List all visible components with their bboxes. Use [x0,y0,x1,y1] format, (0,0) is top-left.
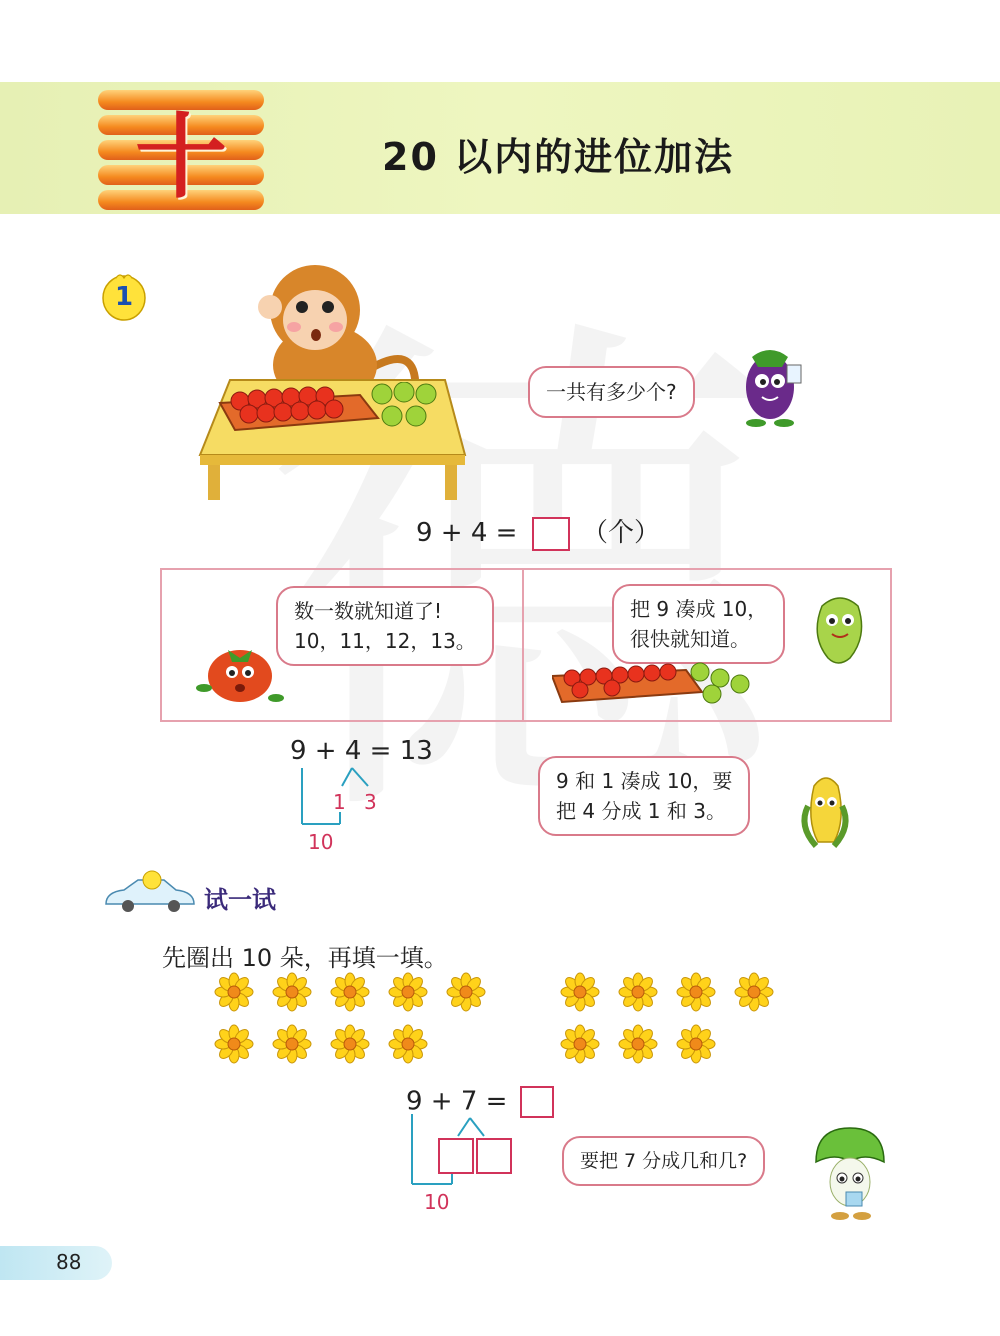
flower-icon[interactable] [446,972,486,1012]
try-ten-label: 10 [424,1190,450,1214]
try-instruction: 先圈出 10 朵，再填一填。 [162,944,448,972]
make-ten-bubble: 把 9 凑成 10， 很快就知道。 [612,584,785,664]
tray-with-apples [552,656,752,712]
flower-icon[interactable] [618,972,658,1012]
flower-icon[interactable] [214,1024,254,1064]
solution-hint-bubble: 9 和 1 凑成 10，要 把 4 分成 1 和 3。 [538,756,750,836]
example-number: 1 [114,282,134,312]
flower-icon[interactable] [734,972,774,1012]
try-heading: 试一试 [204,886,276,914]
flower-icon[interactable] [388,1024,428,1064]
green-apples [370,382,440,430]
flower-icon[interactable] [214,972,254,1012]
chapter-number-block [98,90,264,210]
methods-divider [522,568,524,720]
answer-box[interactable] [532,517,570,551]
question-bubble: 一共有多少个? [528,366,695,418]
solution-equation: 9 + 4 = 13 [290,736,433,766]
split-box-b[interactable] [476,1138,512,1174]
example-equation-left: 9 + 4 = [416,518,518,548]
chapter-title: 20 以内的进位加法 [382,135,735,179]
corn-character [790,766,860,856]
pepper-character [804,586,874,666]
try-hint-bubble: 要把 7 分成几和几? [562,1136,765,1186]
example-equation-unit: （个） [581,518,660,548]
count-method-bubble: 数一数就知道了! 10，11，12，13。 [276,586,494,666]
flower-icon[interactable] [272,1024,312,1064]
flower-icon[interactable] [330,1024,370,1064]
try-equation-left: 9 + 7 = [406,1086,508,1117]
flower-icon[interactable] [560,972,600,1012]
flower-icon[interactable] [330,972,370,1012]
flower-icon[interactable] [560,1024,600,1064]
ten-label: 10 [308,830,334,854]
split-part-b: 3 [364,790,377,814]
car-chick-icon [100,870,200,916]
eggplant-character [732,335,812,430]
flower-icon[interactable] [272,972,312,1012]
cabbage-character [806,1122,890,1222]
split-box-a[interactable] [438,1138,474,1174]
chapter-number: 十 [134,104,227,211]
example-equation [416,512,660,551]
tomato-character [192,636,287,706]
split-part-a: 1 [333,790,346,814]
tomato-tray [225,386,385,426]
page-number: 88 [56,1250,82,1274]
flower-icon[interactable] [618,1024,658,1064]
flower-icon[interactable] [388,972,428,1012]
monkey-table-illustration [190,255,480,500]
flower-icon[interactable] [676,1024,716,1064]
example-number-badge [100,270,148,322]
flower-icon[interactable] [676,972,716,1012]
